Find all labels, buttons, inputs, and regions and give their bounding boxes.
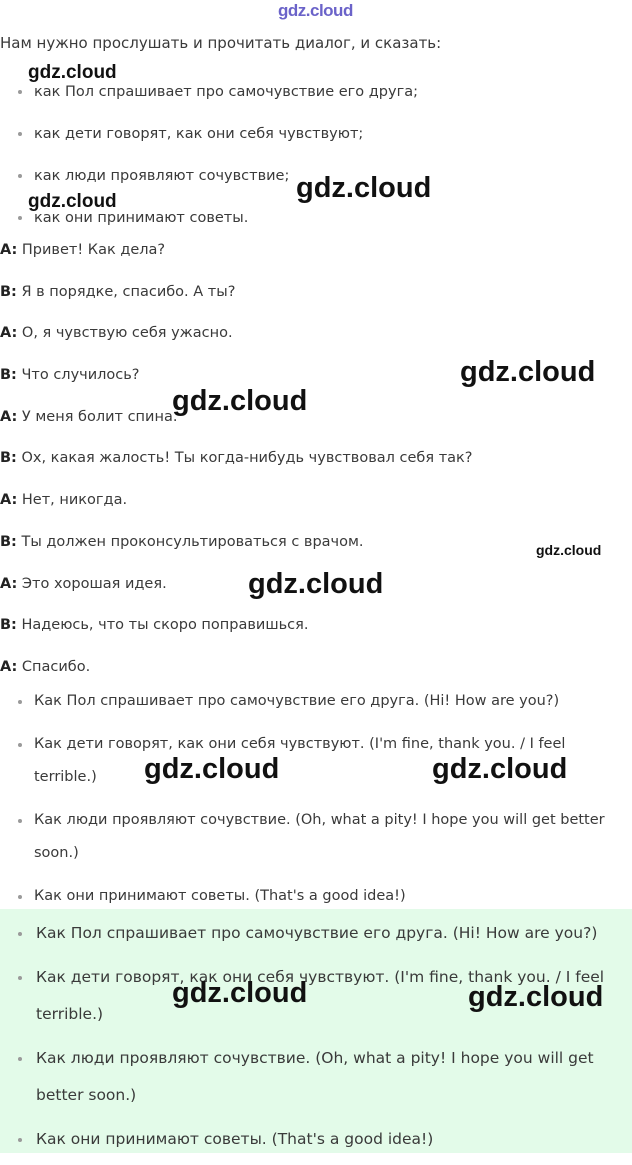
speaker: B: bbox=[0, 533, 17, 550]
dialog-line bbox=[0, 528, 472, 570]
speaker: B: bbox=[0, 367, 17, 384]
dialog-text: Я в порядке, спасибо. А ты? bbox=[16, 283, 236, 300]
watermark: gdz.cloud bbox=[172, 385, 308, 417]
watermark: gdz.cloud bbox=[172, 977, 308, 1009]
speaker: A: bbox=[0, 408, 18, 425]
watermark: gdz.cloud bbox=[296, 172, 432, 204]
dialog-line bbox=[0, 570, 472, 612]
watermark: gdz.cloud bbox=[432, 753, 568, 785]
intro-text: Нам нужно прослушать и прочитать диалог, и сказать: bbox=[0, 34, 442, 52]
task-item: как они принимают советы. bbox=[18, 201, 418, 243]
watermark: gdz.cloud bbox=[28, 191, 117, 212]
task-list bbox=[18, 75, 418, 243]
dialog-line bbox=[0, 236, 472, 278]
dialog-line bbox=[0, 486, 472, 528]
speaker: A: bbox=[0, 658, 18, 675]
watermark: gdz.cloud bbox=[248, 568, 384, 600]
speaker: B: bbox=[0, 617, 17, 634]
answer-list bbox=[18, 685, 618, 923]
dialog bbox=[0, 236, 472, 695]
answer-item: Как дети говорят, как они себя чувствуют. (I'm fine, thank you. / I feel terrible.) bbox=[18, 959, 618, 1033]
answer-item: Как люди проявляют сочувствие. (Oh, what a pity! I hope you will get better soon.) bbox=[18, 1040, 618, 1114]
task-item: как Пол спрашивает про самочувствие его друга; bbox=[18, 75, 418, 117]
dialog-line bbox=[0, 611, 472, 653]
speaker: B: bbox=[0, 283, 17, 300]
watermark: gdz.cloud bbox=[460, 356, 596, 388]
watermark: gdz.cloud bbox=[28, 62, 117, 83]
task-item: как дети говорят, как они себя чувствуют; bbox=[18, 117, 418, 159]
dialog-text: О, я чувствую себя ужасно. bbox=[17, 325, 233, 342]
answer-item: Как они принимают советы. (That's a good idea!) bbox=[18, 1121, 618, 1158]
highlighted-answer-box bbox=[0, 909, 632, 1153]
dialog-text: Нет, никогда. bbox=[17, 492, 128, 509]
watermark: gdz.cloud bbox=[144, 753, 280, 785]
site-logo: gdz.cloud bbox=[278, 1, 353, 20]
speaker: B: bbox=[0, 450, 17, 467]
speaker: A: bbox=[0, 575, 18, 592]
task-item: как люди проявляют сочувствие; bbox=[18, 159, 418, 201]
highlighted-answer-list bbox=[18, 915, 618, 1165]
answer-item: Как люди проявляют сочувствие. (Oh, what a pity! I hope you will get better soon.) bbox=[18, 804, 618, 870]
dialog-text: Ох, какая жалость! Ты когда-нибудь чувствовал себя так? bbox=[16, 450, 473, 467]
dialog-line bbox=[0, 278, 472, 320]
dialog-text: Что случилось? bbox=[16, 367, 140, 384]
dialog-text: Надеюсь, что ты скоро поправишься. bbox=[16, 617, 309, 634]
dialog-text: Это хорошая идея. bbox=[17, 575, 167, 592]
answer-item: Как Пол спрашивает про самочувствие его друга. (Hi! How are you?) bbox=[18, 915, 618, 952]
speaker: A: bbox=[0, 492, 18, 509]
answer-item: Как дети говорят, как они себя чувствуют. (I'm fine, thank you. / I feel terrible.) bbox=[18, 728, 618, 794]
dialog-line bbox=[0, 319, 472, 361]
dialog-text: У меня болит спина. bbox=[17, 408, 178, 425]
dialog-text: Спасибо. bbox=[17, 658, 91, 675]
dialog-line bbox=[0, 444, 472, 486]
dialog-text: Ты должен проконсультироваться с врачом. bbox=[16, 533, 364, 550]
speaker: A: bbox=[0, 242, 18, 258]
watermark: gdz.cloud bbox=[468, 981, 604, 1013]
dialog-text: Привет! Как дела? bbox=[17, 242, 166, 258]
speaker: A: bbox=[0, 325, 18, 342]
answer-item: Как Пол спрашивает про самочувствие его друга. (Hi! How are you?) bbox=[18, 685, 618, 718]
answer-item: Как они принимают советы. (That's a good idea!) bbox=[18, 880, 618, 913]
watermark: gdz.cloud bbox=[536, 542, 602, 558]
